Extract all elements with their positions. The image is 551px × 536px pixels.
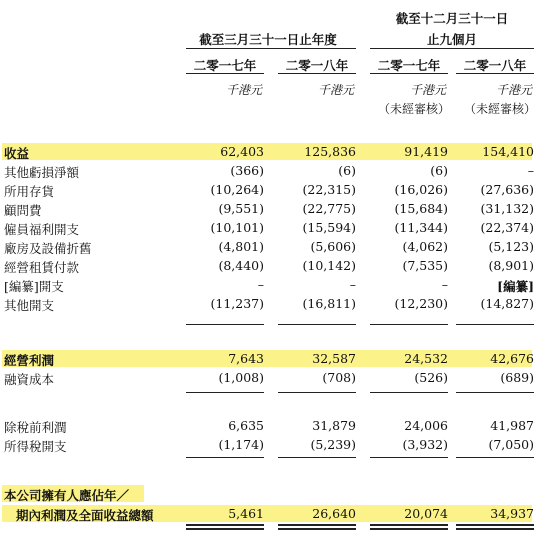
row-label-other-losses: 其他虧損淨額 bbox=[4, 165, 80, 180]
cell-depreciation-2: (5,606) bbox=[310, 239, 356, 254]
subtotal-rule-1b bbox=[278, 324, 356, 325]
cell-total-profit-2: 26,640 bbox=[312, 506, 356, 521]
double-rule-b-top bbox=[278, 524, 356, 526]
row-label-total-profit-line1: 本公司擁有人應佔年／ bbox=[4, 488, 130, 503]
column-year-2: 二零一八年 bbox=[285, 58, 349, 73]
cell-operating-lease-3: (7,535) bbox=[402, 258, 448, 273]
cell-profit-before-tax-1: 6,635 bbox=[228, 418, 264, 433]
period-header-nine-months-line1: 截至十二月三十一日 bbox=[395, 11, 509, 26]
cell-income-tax-1: (1,174) bbox=[218, 437, 264, 452]
cell-other-expenses-4: (14,827) bbox=[480, 296, 534, 311]
cell-inventories-used-4: (27,636) bbox=[480, 182, 534, 197]
row-label-income-tax: 所得稅開支 bbox=[4, 439, 67, 454]
unit-label-3: 千港元 bbox=[409, 83, 446, 97]
double-rule-b-bot bbox=[278, 528, 356, 530]
column-rule-4 bbox=[456, 73, 534, 74]
row-label-profit-before-tax: 除稅前利潤 bbox=[4, 420, 67, 435]
double-rule-d-top bbox=[456, 524, 534, 526]
subtotal-rule-2a bbox=[186, 392, 264, 393]
row-label-finance-costs: 融資成本 bbox=[4, 372, 55, 387]
subtotal-rule-2d bbox=[456, 392, 534, 393]
period-header-nine-months-line2: 止九個月 bbox=[426, 32, 477, 47]
cell-total-profit-3: 20,074 bbox=[404, 506, 448, 521]
subtotal-rule-3d bbox=[456, 457, 534, 458]
cell-other-losses-2: (6) bbox=[338, 163, 356, 178]
unit-label-4: 千港元 bbox=[495, 83, 532, 97]
cell-consultancy-fees-1: (9,551) bbox=[218, 201, 264, 216]
cell-operating-profit-2: 32,587 bbox=[312, 351, 356, 366]
column-rule-3 bbox=[370, 73, 448, 74]
cell-employee-benefits-1: (10,101) bbox=[210, 220, 264, 235]
cell-depreciation-4: (5,123) bbox=[488, 239, 534, 254]
unaudited-label-3: （未經審核） bbox=[377, 102, 450, 116]
cell-income-tax-3: (3,932) bbox=[402, 437, 448, 452]
cell-depreciation-1: (4,801) bbox=[218, 239, 264, 254]
cell-consultancy-fees-4: (31,132) bbox=[480, 201, 534, 216]
subtotal-rule-3c bbox=[370, 457, 448, 458]
cell-finance-costs-1: (1,008) bbox=[218, 370, 264, 385]
cell-employee-benefits-2: (15,594) bbox=[302, 220, 356, 235]
cell-profit-before-tax-4: 41,987 bbox=[490, 418, 534, 433]
cell-consultancy-fees-3: (15,684) bbox=[394, 201, 448, 216]
cell-total-profit-4: 34,937 bbox=[490, 506, 534, 521]
double-rule-d-bot bbox=[456, 528, 534, 530]
cell-operating-profit-1: 7,643 bbox=[228, 351, 264, 366]
cell-finance-costs-3: (526) bbox=[414, 370, 448, 385]
cell-listing-expenses-1: – bbox=[257, 277, 264, 292]
column-rule-2 bbox=[278, 73, 356, 74]
row-label-operating-lease: 經營租賃付款 bbox=[4, 260, 80, 275]
cell-other-losses-4: – bbox=[527, 163, 534, 178]
row-label-listing-expenses: [編纂]開支 bbox=[4, 279, 64, 294]
double-rule-c-bot bbox=[370, 528, 448, 530]
row-label-consultancy-fees: 顧問費 bbox=[4, 203, 42, 218]
cell-inventories-used-1: (10,264) bbox=[210, 182, 264, 197]
cell-revenue-3: 91,419 bbox=[404, 144, 448, 159]
cell-revenue-4: 154,410 bbox=[482, 144, 534, 159]
cell-finance-costs-2: (708) bbox=[322, 370, 356, 385]
cell-profit-before-tax-2: 31,879 bbox=[312, 418, 356, 433]
double-rule-c-top bbox=[370, 524, 448, 526]
row-label-other-expenses: 其他開支 bbox=[4, 298, 55, 313]
cell-operating-profit-4: 42,676 bbox=[490, 351, 534, 366]
header-rule-year bbox=[186, 48, 356, 49]
row-label-inventories-used: 所用存貨 bbox=[4, 184, 55, 199]
row-label-operating-profit: 經營利潤 bbox=[4, 353, 55, 368]
cell-other-expenses-2: (16,811) bbox=[302, 296, 356, 311]
cell-other-losses-1: (366) bbox=[230, 163, 264, 178]
cell-total-profit-1: 5,461 bbox=[228, 506, 264, 521]
cell-inventories-used-2: (22,315) bbox=[302, 182, 356, 197]
cell-listing-expenses-4: [編纂] bbox=[497, 279, 534, 294]
cell-employee-benefits-4: (22,374) bbox=[480, 220, 534, 235]
cell-consultancy-fees-2: (22,775) bbox=[302, 201, 356, 216]
cell-finance-costs-4: (689) bbox=[500, 370, 534, 385]
cell-revenue-2: 125,836 bbox=[304, 144, 356, 159]
cell-listing-expenses-2: – bbox=[349, 277, 356, 292]
subtotal-rule-3b bbox=[278, 457, 356, 458]
column-year-3: 二零一七年 bbox=[377, 58, 441, 73]
cell-profit-before-tax-3: 24,006 bbox=[404, 418, 448, 433]
cell-operating-profit-3: 24,532 bbox=[404, 351, 448, 366]
subtotal-rule-1c bbox=[370, 324, 448, 325]
cell-income-tax-4: (7,050) bbox=[488, 437, 534, 452]
cell-listing-expenses-3: – bbox=[441, 277, 448, 292]
cell-revenue-1: 62,403 bbox=[220, 144, 264, 159]
row-label-employee-benefits: 僱員福利開支 bbox=[4, 222, 80, 237]
cell-other-expenses-1: (11,237) bbox=[210, 296, 264, 311]
cell-other-expenses-3: (12,230) bbox=[394, 296, 448, 311]
column-year-4: 二零一八年 bbox=[463, 58, 527, 73]
subtotal-rule-1d bbox=[456, 324, 534, 325]
unit-label-2: 千港元 bbox=[317, 83, 354, 97]
subtotal-rule-3a bbox=[186, 457, 264, 458]
column-rule-1 bbox=[186, 73, 264, 74]
double-rule-a-top bbox=[186, 524, 264, 526]
column-year-1: 二零一七年 bbox=[193, 58, 257, 73]
subtotal-rule-1a bbox=[186, 324, 264, 325]
cell-other-losses-3: (6) bbox=[430, 163, 448, 178]
cell-operating-lease-4: (8,901) bbox=[488, 258, 534, 273]
row-label-depreciation: 廠房及設備折舊 bbox=[4, 241, 92, 256]
cell-employee-benefits-3: (11,344) bbox=[394, 220, 448, 235]
header-rule-nine-months bbox=[370, 48, 534, 49]
subtotal-rule-2b bbox=[278, 392, 356, 393]
subtotal-rule-2c bbox=[370, 392, 448, 393]
unit-label-1: 千港元 bbox=[225, 83, 262, 97]
cell-depreciation-3: (4,062) bbox=[402, 239, 448, 254]
period-header-year: 截至三月三十一日止年度 bbox=[199, 32, 337, 47]
cell-operating-lease-2: (10,142) bbox=[302, 258, 356, 273]
cell-inventories-used-3: (16,026) bbox=[394, 182, 448, 197]
row-label-total-profit: 期內利潤及全面收益總額 bbox=[16, 508, 154, 523]
row-label-revenue: 收益 bbox=[4, 146, 30, 161]
cell-operating-lease-1: (8,440) bbox=[218, 258, 264, 273]
cell-income-tax-2: (5,239) bbox=[310, 437, 356, 452]
unaudited-label-4: （未經審核） bbox=[463, 102, 536, 116]
double-rule-a-bot bbox=[186, 528, 264, 530]
